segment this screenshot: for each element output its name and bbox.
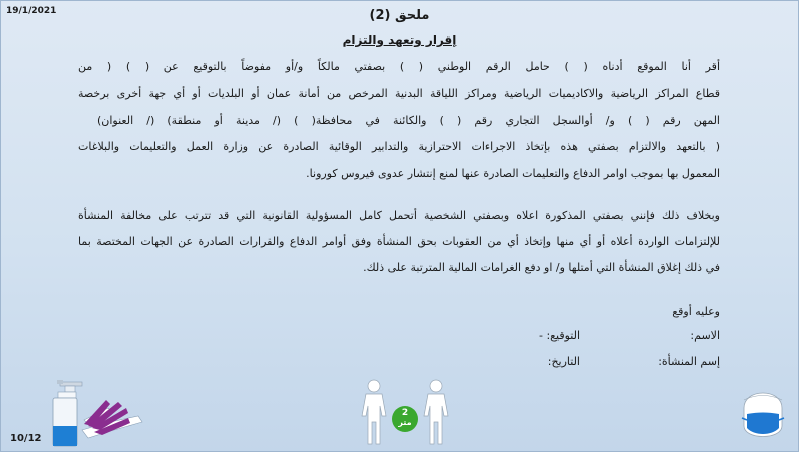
paragraph2-line: في ذلك إغلاق المنشأة التي أمتلها و/ او دفع الغرامات المالية المترتبة على ذلك. (363, 261, 720, 274)
paragraph1-line: ( بالتعهد والالتزام بصفتي هذه بإتخاذ الاجراءات الاحترازية والتدابير الوقائية الصادرة عن وزارة العمل والتعليمات والبلاغات (78, 140, 720, 153)
hand-sanitizer-icon (48, 378, 158, 448)
face-mask-icon (738, 378, 788, 446)
paragraph1-line: المهن رقم ( ) و/ أوالسجل التجاري رقم ( ) والكائنة في محافظة( ) (/ مدينة أو منطقة) (/ العنوان) (97, 114, 720, 127)
appendix-title: ملحق (2) (369, 8, 430, 23)
paragraph1-line: المعمول بها بموجب اوامر الدفاع والتعليمات الصادرة عنها لمنع إنتشار عدوى فيروس كورونا. (306, 167, 720, 180)
name-label: الاسم: (690, 329, 720, 342)
paragraph1-line: قطاع المراكز الرياضية والاكاديميات الرياضية ومراكز اللياقة البدنية المرخص من أمانة عمان أو البلديات أو أي جهة أخرى برخصة (78, 87, 720, 100)
distance-unit: متر (398, 418, 412, 427)
distance-number: 2 (401, 408, 409, 418)
paragraph2-line: للإلتزامات الواردة أعلاه أو أي منها وإتخاذ أي من العقوبات بحق المنشأة وفق أوامر الدفاع والقرارات الصادرة عن الجهات المختصة بما (78, 235, 720, 248)
date-label: التاريخ: (547, 355, 580, 368)
page-number: 10/12 (10, 433, 42, 444)
signature-label: التوقيع: - (538, 329, 580, 342)
paragraph1-line: أقر أنا الموقع أدناه ( ) حامل الرقم الوطني ( ) بصفتي مالكاً و/أو مفوضاً بالتوقيع عن ( ) ( من (78, 60, 720, 73)
signature-intro: وعليه أوقع (672, 305, 720, 318)
paragraph2-line: وبخلاف ذلك فإنني بصفتي المذكورة اعلاه وبصفتي الشخصية أتحمل كامل المسؤولية القانونية التي قد تترتب على مخالفة المنشأة (78, 209, 720, 222)
facility-name-label: إسم المنشأة: (658, 355, 720, 368)
document-date: 19/1/2021 (6, 6, 57, 16)
declaration-heading: إقرار وتعهد والتزام (342, 33, 457, 47)
